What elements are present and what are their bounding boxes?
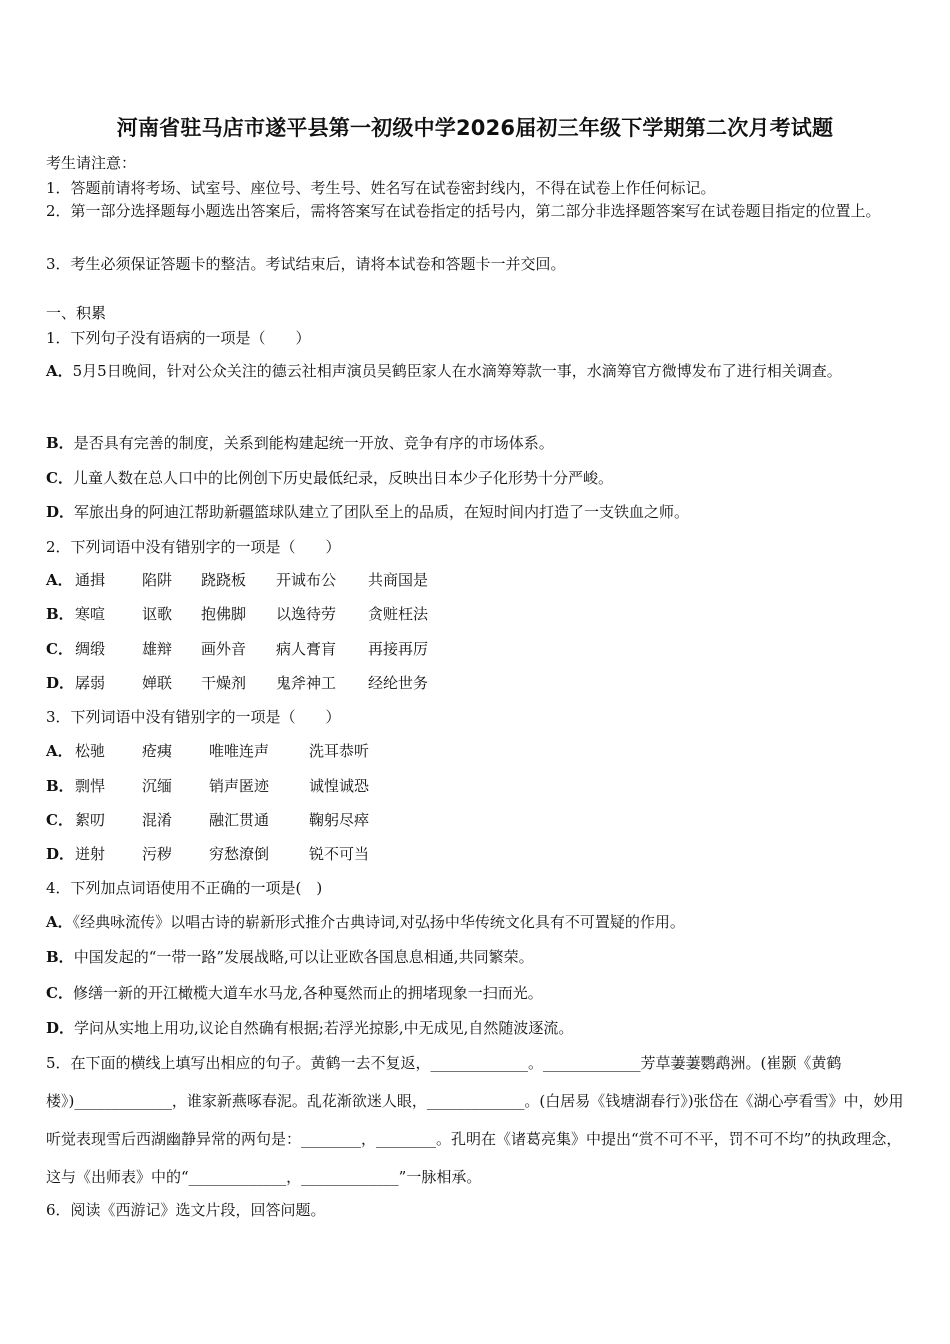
page-title: 河南省驻马店市遂平县第一初级中学2026届初三年级下学期第二次月考试题 — [116, 116, 834, 140]
question-1-option-c — [46, 467, 613, 488]
option-word: 病人膏肓 — [276, 640, 337, 658]
option-text: 学问从实地上用功,议论自然确有根据;若浮光掠影,中无成见,自然随波逐流。 — [74, 1019, 574, 1037]
option-letter: B． — [46, 434, 74, 452]
option-word: 绸缎 — [75, 640, 106, 658]
option-letter: C． — [46, 640, 73, 658]
option-word: 鞠躬尽瘁 — [309, 811, 370, 829]
option-word: 抱佛脚 — [201, 605, 247, 623]
option-word: 污秽 — [142, 845, 173, 863]
option-word: 陷阱 — [142, 571, 173, 589]
option-word: 销声匿迹 — [209, 777, 270, 795]
option-word: 穷愁潦倒 — [209, 845, 270, 863]
option-word: 婵联 — [142, 674, 173, 692]
option-letter: C． — [46, 469, 73, 487]
option-word: 开诚布公 — [276, 571, 337, 589]
question-4-option-c — [46, 982, 543, 1003]
option-word: 以逸待劳 — [276, 605, 337, 623]
notice-header: 考生请注意： — [46, 154, 137, 172]
option-word: 画外音 — [201, 640, 247, 658]
option-word: 鬼斧神工 — [276, 674, 337, 692]
option-letter: A． — [46, 742, 73, 760]
option-word: 剽悍 — [75, 777, 106, 795]
question-4-stem: 4．下列加点词语使用不正确的一项是( ) — [46, 879, 323, 897]
option-word: 干燥剂 — [201, 674, 247, 692]
question-2-stem: 2．下列词语中没有错别字的一项是（ ） — [46, 538, 341, 556]
option-text: 5月5日晚间，针对公众关注的德云社相声演员吴鹤臣家人在水滴筹筹款一事，水滴筹官方微博发布了进行相关调查。 — [72, 362, 842, 380]
option-word: 经纶世务 — [368, 674, 429, 692]
option-word: 沉缅 — [142, 777, 173, 795]
option-word: 讴歌 — [142, 605, 173, 623]
question-1-option-b — [46, 432, 554, 453]
option-word: 锐不可当 — [309, 845, 370, 863]
notice-item: 1．答题前请将考场、试室号、座位号、考生号、姓名写在试卷密封线内，不得在试卷上作任何标记。 — [46, 179, 716, 197]
option-word: 松驰 — [75, 742, 106, 760]
option-word: 贪赃枉法 — [368, 605, 429, 623]
option-letter: A． — [46, 913, 73, 931]
question-3-stem: 3．下列词语中没有错别字的一项是（ ） — [46, 708, 341, 726]
option-letter: D． — [46, 845, 75, 863]
option-letter: C． — [46, 811, 73, 829]
option-letter: B． — [46, 777, 74, 795]
option-word: 迸射 — [75, 845, 106, 863]
question-4-option-d — [46, 1017, 573, 1038]
question-4-option-b — [46, 946, 534, 967]
option-text: 《经典咏流传》以唱古诗的崭新形式推介古典诗词,对弘扬中华传统文化具有不可置疑的作用。 — [72, 913, 685, 931]
option-letter: D． — [46, 674, 75, 692]
notice-item: 3．考生必须保证答题卡的整洁。考试结束后，请将本试卷和答题卡一并交回。 — [46, 255, 566, 273]
question-1-stem: 1．下列句子没有语病的一项是（ ） — [46, 329, 311, 347]
option-letter: D． — [46, 503, 75, 521]
option-word: 通揖 — [75, 571, 106, 589]
option-letter: A． — [46, 362, 73, 380]
option-word: 絮叨 — [75, 811, 106, 829]
option-text: 儿童人数在总人口中的比例创下历史最低纪录，反映出日本少子化形势十分严峻。 — [72, 469, 613, 487]
option-letter: A． — [46, 571, 73, 589]
option-word: 诚惶诚恐 — [309, 777, 370, 795]
option-word: 再接再厉 — [368, 640, 429, 658]
option-word: 融汇贯通 — [209, 811, 270, 829]
question-1-option-d — [46, 501, 689, 522]
option-text: 修缮一新的开江橄榄大道车水马龙,各种戛然而止的拥堵现象一扫而光。 — [72, 984, 543, 1002]
option-word: 共商国是 — [368, 571, 429, 589]
question-4-option-a — [46, 911, 685, 932]
option-word: 雄辩 — [142, 640, 173, 658]
option-letter: C． — [46, 984, 73, 1002]
section-heading: 一、积累 — [46, 304, 107, 322]
option-word: 孱弱 — [75, 674, 106, 692]
option-letter: D． — [46, 1019, 75, 1037]
option-word: 寒喧 — [75, 605, 106, 623]
question-1-option-a — [46, 352, 906, 390]
option-word: 混淆 — [142, 811, 173, 829]
option-word: 疮痍 — [142, 742, 173, 760]
question-5-text: 5．在下面的横线上填写出相应的句子。黄鹤一去不复返，_____________。_____________芳草萋萋鹦鹉洲。(崔颢《黄鹤楼》)_____________，谁家新燕啄春泥。乱花渐欲迷人眼，_____________。(白居易《钱塘湖春行》)张岱在《湖心亭看雪》中，妙用听觉表现雪后西湖幽静异常的两句是：________，________。孔明在《诸葛亮集》中提出“赏不可不平，罚不可不均”的执政理念，这与《出师表》中的“_____________，_____________”一脉相承。 — [46, 1054, 904, 1186]
option-text: 军旅出身的阿迪江帮助新疆篮球队建立了团队至上的品质，在短时间内打造了一支铁血之师。 — [74, 503, 690, 521]
question-6-stem: 6．阅读《西游记》选文片段，回答问题。 — [46, 1201, 326, 1219]
option-letter: B． — [46, 948, 74, 966]
notice-item: 2．第一部分选择题每小题选出答案后，需将答案写在试卷指定的括号内，第二部分非选择题答案写在试卷题目指定的位置上。 — [46, 202, 881, 220]
option-letter: B． — [46, 605, 74, 623]
option-text: 是否具有完善的制度，关系到能构建起统一开放、竞争有序的市场体系。 — [73, 434, 554, 452]
option-word: 洗耳恭听 — [309, 742, 370, 760]
option-word: 跷跷板 — [201, 571, 247, 589]
option-text: 中国发起的“一带一路”发展战略,可以让亚欧各国息息相通,共同繁荣。 — [73, 948, 534, 966]
option-word: 唯唯连声 — [209, 742, 270, 760]
